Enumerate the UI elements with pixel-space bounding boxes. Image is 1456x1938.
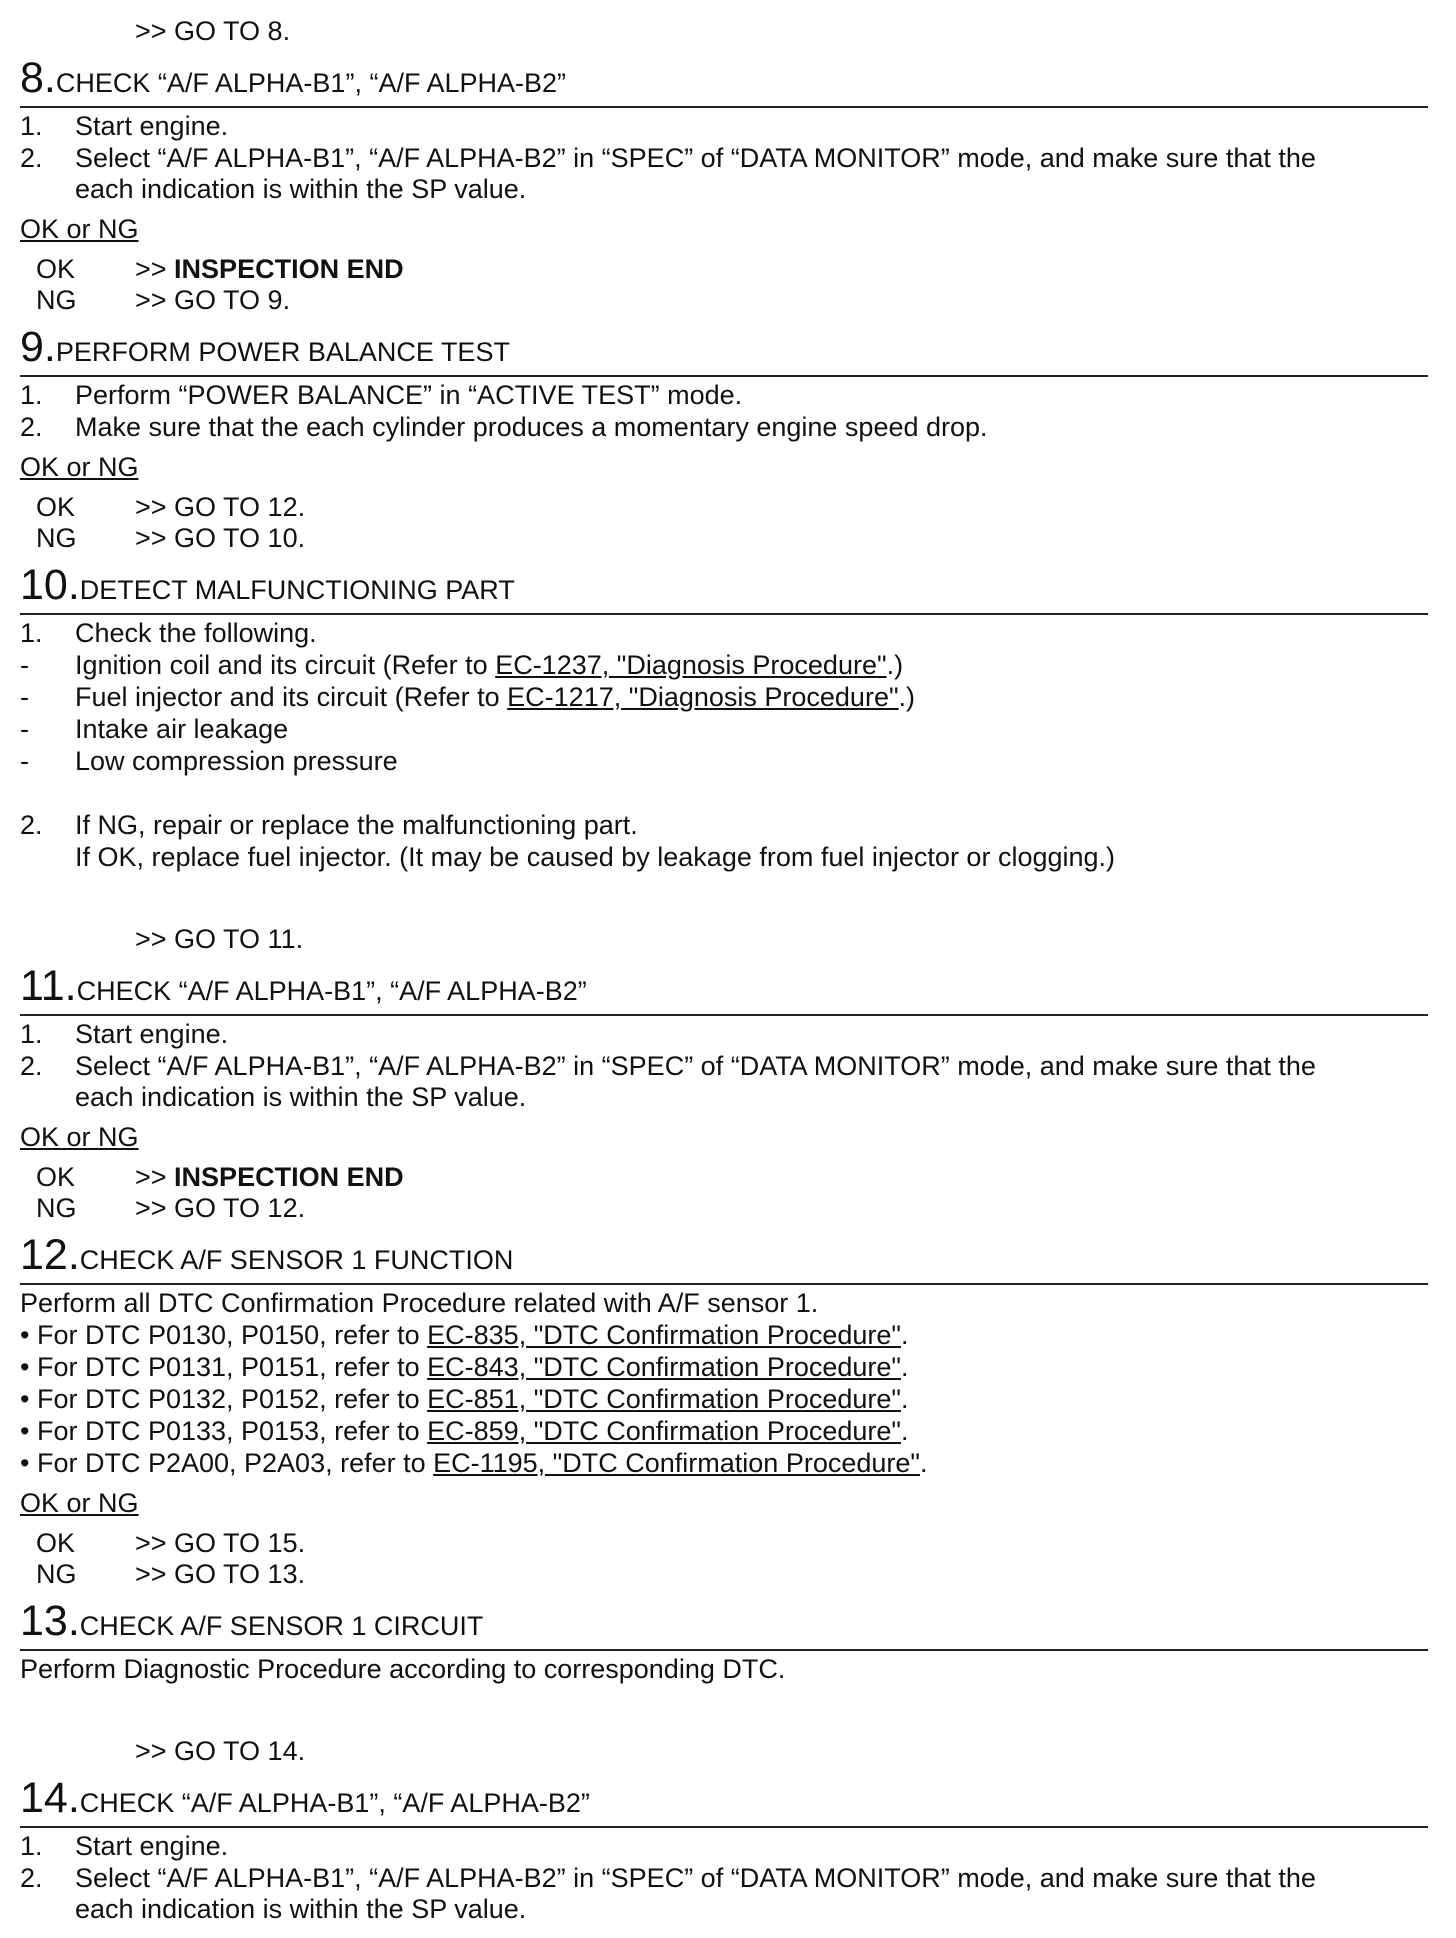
divider — [20, 613, 1428, 615]
result-ok-action: >> INSPECTION END — [135, 254, 404, 284]
divider — [20, 1826, 1428, 1828]
step-number: 12. — [20, 1231, 80, 1279]
goto-line: >> GO TO 8. — [135, 16, 291, 46]
link-ec-859[interactable]: EC-859, "DTC Confirmation Procedure" — [427, 1416, 901, 1446]
ok-or-ng-label: OK or NG — [20, 1488, 139, 1518]
step-number: 14. — [20, 1774, 80, 1822]
link-ec-835[interactable]: EC-835, "DTC Confirmation Procedure" — [427, 1320, 901, 1350]
step-title: CHECK “A/F ALPHA-B1”, “A/F ALPHA-B2” — [79, 1788, 590, 1818]
step-title: CHECK “A/F ALPHA-B1”, “A/F ALPHA-B2” — [76, 976, 587, 1006]
divider — [20, 375, 1428, 377]
step-title: CHECK A/F SENSOR 1 CIRCUIT — [79, 1611, 484, 1641]
divider — [20, 1283, 1428, 1285]
bullet-item: • For DTC P2A00, P2A03, refer to EC-1195, "DTC Confirmation Procedure". — [20, 1448, 928, 1478]
result-ok-code: OK — [36, 492, 76, 522]
result-ok-action: >> GO TO 12. — [135, 492, 306, 522]
result-ok-code: OK — [36, 254, 76, 284]
link-ec-843[interactable]: EC-843, "DTC Confirmation Procedure" — [427, 1352, 901, 1382]
list-item-continuation: each indication is within the SP value. — [75, 1082, 527, 1112]
goto-line: >> GO TO 11. — [135, 924, 304, 954]
step-title: CHECK A/F SENSOR 1 FUNCTION — [79, 1245, 514, 1275]
paragraph: Perform all DTC Confirmation Procedure related with A/F sensor 1. — [20, 1288, 819, 1318]
step-number: 9. — [20, 323, 56, 371]
step-12-heading — [20, 1233, 513, 1277]
bullet-item: • For DTC P0133, P0153, refer to EC-859, "DTC Confirmation Procedure". — [20, 1416, 909, 1446]
step-number: 10. — [20, 561, 80, 609]
bullet-item: • For DTC P0131, P0151, refer to EC-843, "DTC Confirmation Procedure". — [20, 1352, 909, 1382]
bullet-item: • For DTC P0130, P0150, refer to EC-835, "DTC Confirmation Procedure". — [20, 1320, 909, 1350]
divider — [20, 1014, 1428, 1016]
result-ng-code: NG — [36, 523, 77, 553]
link-ec-1237[interactable]: EC-1237, "Diagnosis Procedure" — [495, 650, 887, 680]
step-14-heading — [20, 1776, 590, 1820]
result-ng-action: >> GO TO 12. — [135, 1193, 306, 1223]
result-ng-action: >> GO TO 9. — [135, 285, 291, 315]
list-item-continuation: each indication is within the SP value. — [75, 174, 527, 204]
result-ok-action: >> GO TO 15. — [135, 1528, 306, 1558]
step-title: PERFORM POWER BALANCE TEST — [55, 337, 510, 367]
result-ng-code: NG — [36, 1559, 77, 1589]
step-title: DETECT MALFUNCTIONING PART — [79, 575, 515, 605]
divider — [20, 106, 1428, 108]
paragraph: Perform Diagnostic Procedure according to corresponding DTC. — [20, 1654, 786, 1684]
goto-line: >> GO TO 14. — [135, 1736, 306, 1766]
result-ok-action: >> INSPECTION END — [135, 1162, 404, 1192]
result-ng-code: NG — [36, 285, 77, 315]
ok-or-ng-label: OK or NG — [20, 214, 139, 244]
result-ng-action: >> GO TO 10. — [135, 523, 306, 553]
step-number: 13. — [20, 1597, 80, 1645]
list-item-continuation: If OK, replace fuel injector. (It may be caused by leakage from fuel injector or clogging.) — [75, 842, 1116, 872]
link-ec-1195[interactable]: EC-1195, "DTC Confirmation Procedure" — [433, 1448, 920, 1478]
step-9-heading — [20, 325, 510, 369]
divider — [20, 1649, 1428, 1651]
bullet-item: • For DTC P0132, P0152, refer to EC-851, "DTC Confirmation Procedure". — [20, 1384, 909, 1414]
step-number: 8. — [20, 54, 56, 102]
list-item-continuation: each indication is within the SP value. — [75, 1894, 527, 1924]
step-13-heading — [20, 1599, 483, 1643]
link-ec-851[interactable]: EC-851, "DTC Confirmation Procedure" — [427, 1384, 901, 1414]
step-8-heading — [20, 56, 566, 100]
ok-or-ng-label: OK or NG — [20, 1122, 139, 1152]
step-10-heading — [20, 563, 515, 607]
result-ng-code: NG — [36, 1193, 77, 1223]
step-number: 11. — [20, 962, 77, 1010]
step-title: CHECK “A/F ALPHA-B1”, “A/F ALPHA-B2” — [55, 68, 567, 98]
result-ok-code: OK — [36, 1162, 76, 1192]
result-ok-code: OK — [36, 1528, 76, 1558]
link-ec-1217[interactable]: EC-1217, "Diagnosis Procedure" — [507, 682, 899, 712]
ok-or-ng-label: OK or NG — [20, 452, 139, 482]
result-ng-action: >> GO TO 13. — [135, 1559, 306, 1589]
step-11-heading — [20, 964, 587, 1008]
